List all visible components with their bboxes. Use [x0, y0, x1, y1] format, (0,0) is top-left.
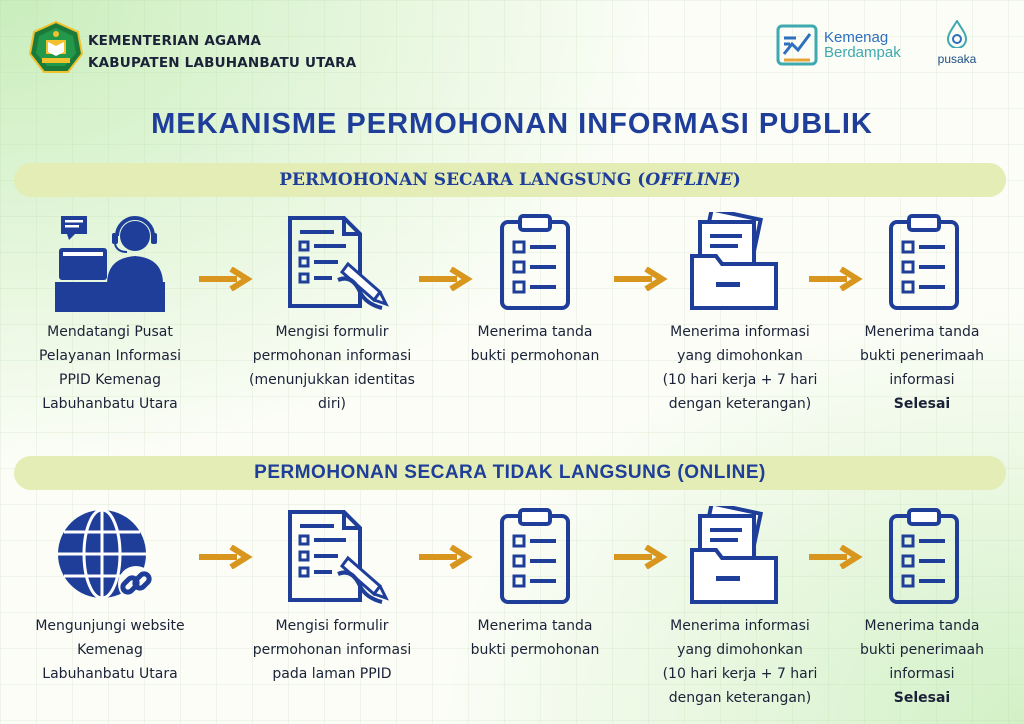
offline-step-3-caption: Menerima tanda bukti permohonan	[470, 324, 600, 364]
online-step-3-caption: Menerima tanda bukti permohonan	[470, 618, 600, 658]
arrow-right-icon	[612, 267, 668, 291]
offline-heading-text: PERMOHONAN SECARA LANGSUNG (OFFLINE)	[279, 170, 741, 190]
globe-link-icon	[52, 506, 162, 606]
pusaka-drop-icon	[946, 20, 968, 48]
arrow-right-icon	[612, 545, 668, 569]
selesai-label: Selesai	[893, 396, 951, 412]
online-step-2-caption: Mengisi formulir permohonan informasi pada laman PPID	[252, 618, 412, 682]
clipboard-checklist-icon	[480, 212, 590, 312]
offline-step-5-caption: Menerima tanda bukti penerimaah informasi Selesai	[860, 324, 984, 412]
folder-documents-icon	[682, 212, 792, 312]
kemenag-berdampak-logo	[776, 22, 916, 68]
kemenag-berdampak-icon	[776, 24, 818, 66]
form-writing-icon	[282, 506, 392, 606]
clipboard-checklist-icon	[480, 506, 590, 606]
clipboard-checklist-icon	[869, 506, 979, 606]
arrow-right-icon	[417, 545, 473, 569]
offline-step-4-caption: Menerima informasi yang dimohonkan (10 hari kerja + 7 hari dengan keterangan)	[662, 324, 818, 412]
org-line-2: KABUPATEN LABUHANBATU UTARA	[88, 55, 357, 71]
folder-documents-icon	[682, 506, 792, 606]
section-online-heading	[14, 456, 1006, 490]
online-heading-text: PERMOHONAN SECARA TIDAK LANGSUNG (ONLINE)	[254, 462, 766, 483]
offline-step-2-caption: Mengisi formulir permohonan informasi (menunjukkan identitas diri)	[249, 324, 415, 412]
pusaka-text: pusaka	[937, 52, 977, 66]
arrow-right-icon	[807, 267, 863, 291]
online-step-5-caption: Menerima tanda bukti penerimaah informasi Selesai	[860, 618, 984, 706]
logo-berdampak-text: Berdampak	[824, 44, 901, 61]
logo-kemenag-text: Kemenag	[824, 29, 889, 46]
arrow-right-icon	[417, 267, 473, 291]
arrow-right-icon	[197, 267, 253, 291]
selesai-label: Selesai	[893, 690, 951, 706]
arrow-right-icon	[197, 545, 253, 569]
offline-step-1-caption: Mendatangi Pusat Pelayanan Informasi PPID Kemenag Labuhanbatu Utara	[38, 324, 182, 412]
pusaka-logo	[930, 20, 984, 70]
online-step-1-caption: Mengunjungi website Kemenag Labuhanbatu Utara	[35, 618, 185, 682]
organization-name	[88, 30, 356, 74]
form-writing-icon	[282, 212, 392, 312]
online-step-4-caption: Menerima informasi yang dimohonkan (10 hari kerja + 7 hari dengan keterangan)	[662, 618, 818, 706]
org-line-1: KEMENTERIAN AGAMA	[88, 33, 262, 49]
customer-service-icon	[55, 212, 165, 312]
page-title: MEKANISME PERMOHONAN INFORMASI PUBLIK	[151, 108, 873, 140]
section-offline-heading	[14, 163, 1006, 197]
clipboard-checklist-icon	[869, 212, 979, 312]
arrow-right-icon	[807, 545, 863, 569]
kemenag-emblem-logo	[28, 20, 84, 76]
